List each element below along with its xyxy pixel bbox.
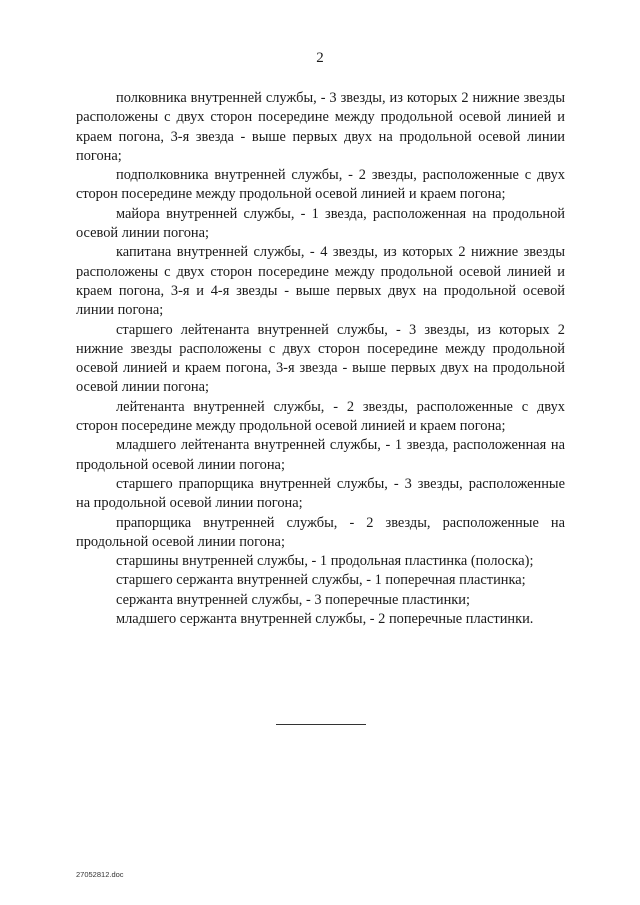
paragraph-colonel: полковника внутренней службы, - 3 звезды, из которых 2 нижние звезды расположены с двух сторон посередине между продольной осевой линией и краем погона, 3-я звезда - выше первых двух на продольной осевой линии погона; (76, 90, 565, 164)
paragraph-sergeant: сержанта внутренней службы, - 3 поперечные пластинки; (116, 591, 470, 608)
paragraph-senior-warrant-officer: старшего прапорщика внутренней службы, - 3 звезды, расположенные на продольной осевой линии погона; (76, 475, 565, 512)
paragraph-captain: капитана внутренней службы, - 4 звезды, из которых 2 нижние звезды расположены с двух сторон посередине между продольной осевой линией и краем погона, 3-я и 4-я звезды - выше первых двух на продольной осевой линии погона; (76, 244, 565, 319)
paragraph-junior-lieutenant: младшего лейтенанта внутренней службы, - 1 звезда, расположенная на продольной осевой линии погона; (76, 437, 565, 473)
closing-rule (276, 724, 366, 725)
paragraph-major: майора внутренней службы, - 1 звезда, расположенная на продольной осевой линии погона; (76, 205, 565, 242)
page-number: 2 (316, 50, 324, 66)
paragraph-senior-lieutenant: старшего лейтенанта внутренней службы, - 3 звезды, из которых 2 нижние звезды расположены с двух сторон посередине между продольной осевой линией и краем погона, 3-я звезда - выше первых двух на продольной осевой линии погона; (76, 321, 565, 396)
paragraph-lieutenant-colonel: подполковника внутренней службы, - 2 звезды, расположенные с двух сторон посередине между продольной осевой линией и краем погона; (76, 167, 565, 203)
paragraph-junior-sergeant: младшего сержанта внутренней службы, - 2 поперечные пластинки. (116, 611, 534, 628)
document-body (76, 89, 565, 629)
paragraph-warrant-officer: прапорщика внутренней службы, - 2 звезды, расположенные на продольной осевой линии погона; (76, 514, 565, 550)
paragraph-senior-sergeant: старшего сержанта внутренней службы, - 1 поперечная пластинка; (116, 572, 526, 589)
footer-filename: 27052812.doc (76, 870, 124, 879)
paragraph-sergeant-major: старшины внутренней службы, - 1 продольная пластинка (полоска); (116, 553, 534, 570)
paragraph-lieutenant: лейтенанта внутренней службы, - 2 звезды, расположенные с двух сторон посередине между продольной осевой линией и краем погона; (76, 398, 565, 435)
